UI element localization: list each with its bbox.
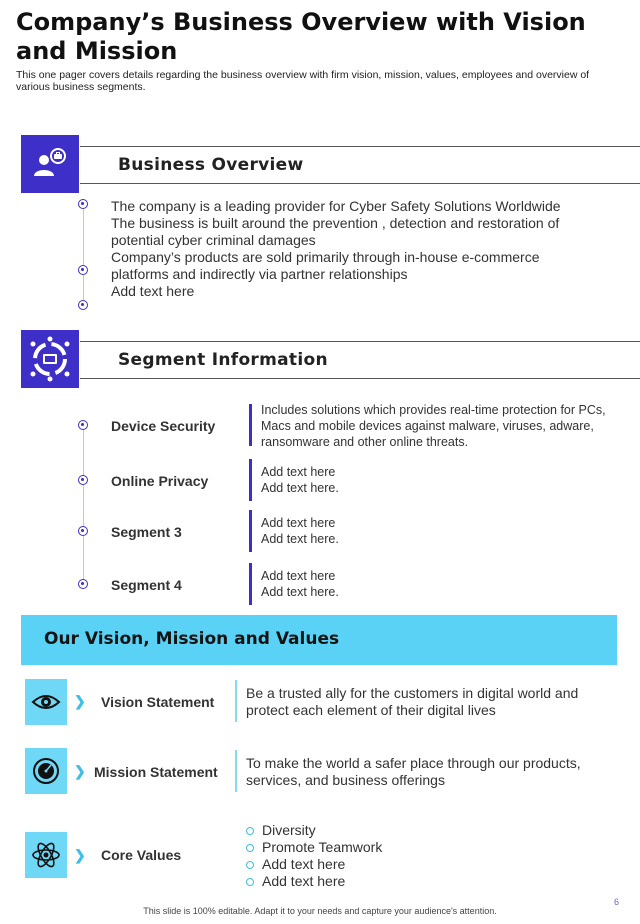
vmv-divider xyxy=(235,680,237,722)
segment-name: Online Privacy xyxy=(111,473,209,489)
overview-line: Company’s products are sold primarily through in-house e-commerce xyxy=(111,249,540,265)
footer-note: This slide is 100% editable. Adapt it to your needs and capture your audience's attention. xyxy=(143,906,497,916)
overview-timeline xyxy=(83,200,84,308)
segment-name: Segment 4 xyxy=(111,577,182,593)
segment-divider xyxy=(249,563,252,605)
vmv-label: Core Values xyxy=(101,847,182,863)
segment-divider xyxy=(249,459,252,501)
timeline-dot xyxy=(78,475,88,485)
page-subtitle: This one pager covers details regarding the business overview with firm vision, mission, values, employees and overview of various business segments. xyxy=(16,69,590,93)
overview-line: platforms and indirectly via partner relationships xyxy=(111,266,408,282)
atom-icon xyxy=(25,832,67,878)
segment-description xyxy=(261,515,631,547)
timeline-dot xyxy=(78,199,88,209)
segment-divider xyxy=(249,404,252,446)
timeline-dot xyxy=(78,526,88,536)
segment-description-line: Add text here. xyxy=(261,481,339,495)
segment-divider xyxy=(249,510,252,552)
core-values-list xyxy=(244,822,382,890)
overview-line: The business is built around the prevention , detection and restoration of xyxy=(111,215,560,231)
overview-line: The company is a leading provider for Cyber Safety Solutions Worldwide xyxy=(111,198,561,214)
segment-description: Includes solutions which provides real-time protection for PCs, Macs and mobile devices against malware, viruses, adware, ransomware and other online threats. xyxy=(261,403,606,449)
timeline-dot xyxy=(78,420,88,430)
segment-information-header xyxy=(80,341,640,379)
segment-description xyxy=(261,568,631,600)
chevron-right-icon: ❯ xyxy=(74,763,86,779)
overview-line: Add text here xyxy=(111,283,195,299)
business-overview-header xyxy=(80,146,640,184)
vmv-label: Vision Statement xyxy=(101,694,215,710)
chevron-right-icon: ❯ xyxy=(74,693,86,709)
segment-description-line: Add text here xyxy=(261,465,336,479)
timeline-dot xyxy=(78,300,88,310)
core-value-item: Add text here xyxy=(244,873,382,890)
eye-icon xyxy=(25,679,67,725)
segment-name: Segment 3 xyxy=(111,524,182,540)
segment-information-title: Segment Information xyxy=(118,350,328,370)
segment-timeline xyxy=(83,426,84,586)
vmv-label: Mission Statement xyxy=(94,764,218,780)
core-value-item: Diversity xyxy=(244,822,382,839)
segment-description-line: Add text here. xyxy=(261,585,339,599)
vmv-text: Be a trusted ally for the customers in digital world and protect each element of their digital lives xyxy=(246,685,579,718)
target-gauge-icon xyxy=(25,748,67,794)
vmv-text: To make the world a safer place through our products, services, and business offerings xyxy=(246,755,581,788)
business-overview-title: Business Overview xyxy=(118,155,304,175)
vision-mission-banner xyxy=(21,615,617,665)
core-value-item: Promote Teamwork xyxy=(244,839,382,856)
segment-description-line: Add text here. xyxy=(261,532,339,546)
vision-mission-title: Our Vision, Mission and Values xyxy=(44,629,340,649)
timeline-dot xyxy=(78,579,88,589)
timeline-dot xyxy=(78,265,88,275)
business-overview-text xyxy=(111,198,611,300)
segment-description xyxy=(261,464,631,496)
core-value-item: Add text here xyxy=(244,856,382,873)
user-briefcase-icon xyxy=(21,135,79,193)
segment-name: Device Security xyxy=(111,418,216,434)
chevron-right-icon: ❯ xyxy=(74,847,86,863)
vmv-divider xyxy=(235,750,237,792)
segment-description-line: Add text here xyxy=(261,569,336,583)
overview-line: potential cyber criminal damages xyxy=(111,232,316,248)
segment-description-line: Add text here xyxy=(261,516,336,530)
page-title: Company’s Business Overview with Vision and Mission xyxy=(16,8,586,65)
cyber-shield-network-icon xyxy=(21,330,79,388)
page-number: 6 xyxy=(614,897,620,907)
